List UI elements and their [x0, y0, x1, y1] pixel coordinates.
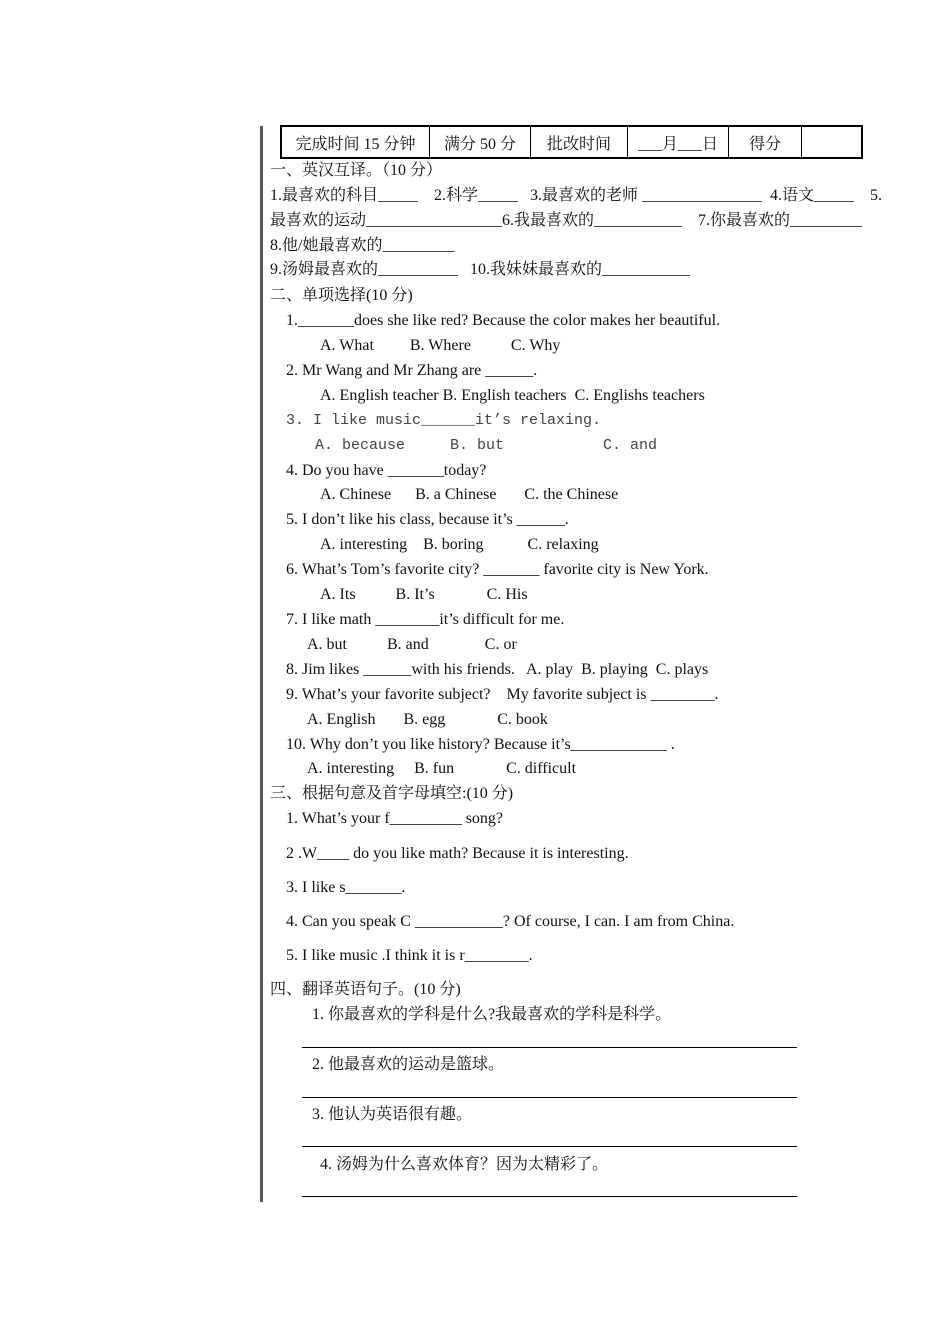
score-blank-cell[interactable]: [802, 127, 861, 157]
section1-line: 9.汤姆最喜欢的__________ 10.我妹妹最喜欢的___________: [270, 261, 691, 278]
margin-rule: [260, 126, 263, 1202]
question-5: 5. I don’t like his class, because it’s ______.: [286, 511, 569, 528]
answer-line[interactable]: [302, 1047, 797, 1048]
section1-title: 一、英汉互译。（10 分）: [270, 162, 443, 179]
fill-blank-item: 4. Can you speak C ___________? Of course, I can. I am from China.: [286, 913, 735, 930]
question-2: 2. Mr Wang and Mr Zhang are ______.: [286, 362, 538, 379]
question-10: 10. Why don’t you like history? Because it’s____________ .: [286, 736, 675, 753]
answer-line[interactable]: [302, 1146, 797, 1147]
question-1: 1._______does she like red? Because the color makes her beautiful.: [286, 312, 721, 329]
question-3: 3. I like music______it’s relaxing.: [286, 412, 602, 429]
question-10-options: A. interesting B. fun C. difficult: [307, 760, 577, 777]
question-9: 9. What’s your favorite subject? My favorite subject is ________.: [286, 686, 719, 703]
question-2-options: A. English teacher B. English teachers C. Englishs teachers: [320, 387, 705, 404]
fill-blank-item: 1. What’s your f_________ song?: [286, 810, 504, 827]
question-3-options: A. because B. but C. and: [315, 437, 658, 454]
question-7-options: A. but B. and C. or: [307, 636, 517, 653]
section1-line: 最喜欢的运动_________________6.我最喜欢的___________ 7.你最喜欢的_________: [270, 212, 863, 229]
full-marks-cell: 满分 50 分: [430, 127, 531, 157]
date-cell: ___月___日: [628, 127, 729, 157]
question-6: 6. What’s Tom’s favorite city? _______ favorite city is New York.: [286, 561, 709, 578]
answer-line[interactable]: [302, 1196, 797, 1197]
question-4: 4. Do you have _______today?: [286, 462, 487, 479]
question-1-options: A. What B. Where C. Why: [320, 337, 561, 354]
section3-title: 三、根据句意及首字母填空:(10 分): [270, 785, 514, 802]
grading-time-cell: 批改时间: [531, 127, 628, 157]
section2-title: 二、单项选择(10 分): [270, 287, 413, 304]
fill-blank-item: 2 .W____ do you like math? Because it is interesting.: [286, 845, 629, 862]
section1-line: 8.他/她最喜欢的_________: [270, 237, 455, 254]
translation-item: 2. 他最喜欢的运动是篮球。: [312, 1056, 505, 1073]
translation-item: 1. 你最喜欢的学科是什么?我最喜欢的学科是科学。: [312, 1006, 672, 1023]
answer-line[interactable]: [302, 1097, 797, 1098]
translation-item: 3. 他认为英语很有趣。: [312, 1106, 473, 1123]
question-8: 8. Jim likes ______with his friends. A. play B. playing C. plays: [286, 661, 709, 678]
time-limit-cell: 完成时间 15 分钟: [282, 127, 430, 157]
question-6-options: A. Its B. It’s C. His: [320, 586, 528, 603]
question-7: 7. I like math ________it’s difficult for me.: [286, 611, 565, 628]
question-9-options: A. English B. egg C. book: [307, 711, 548, 728]
question-4-options: A. Chinese B. a Chinese C. the Chinese: [320, 486, 619, 503]
fill-blank-item: 3. I like s_______.: [286, 879, 406, 896]
header-table: [280, 125, 863, 159]
section1-line: 1.最喜欢的科目_____ 2.科学_____ 3.最喜欢的老师 _______________ 4.语文_____ 5.: [270, 187, 883, 204]
score-label-cell: 得分: [729, 127, 802, 157]
fill-blank-item: 5. I like music .I think it is r________.: [286, 947, 533, 964]
section4-title: 四、翻译英语句子。(10 分): [270, 981, 461, 998]
question-5-options: A. interesting B. boring C. relaxing: [320, 536, 599, 553]
translation-item: 4. 汤姆为什么喜欢体育？因为太精彩了。: [320, 1156, 609, 1173]
